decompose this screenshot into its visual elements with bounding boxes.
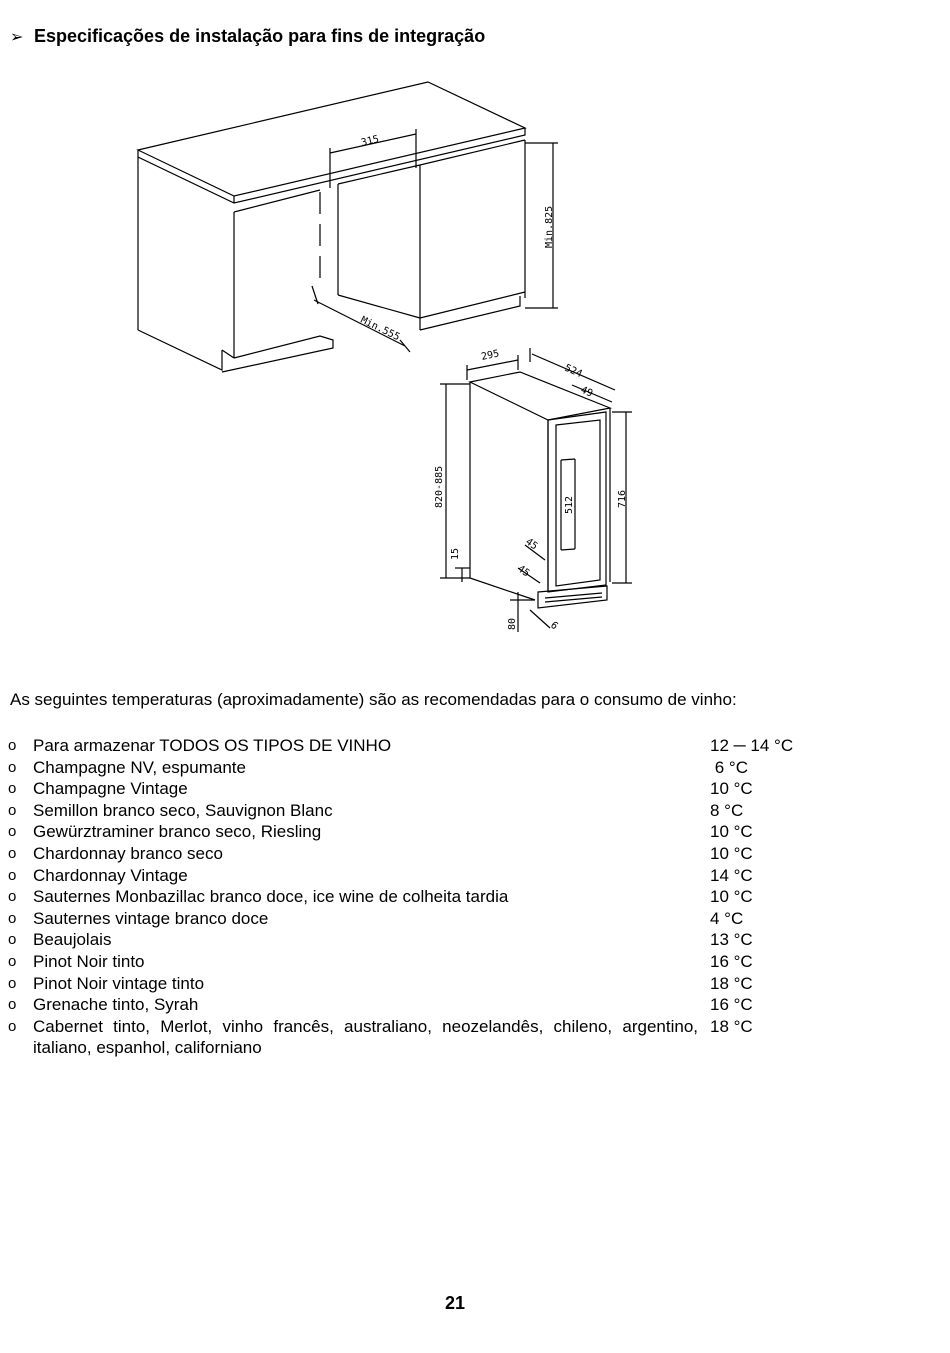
wine-temperature-list — [8, 735, 808, 1059]
wine-temperature: 4 °C — [710, 908, 744, 928]
dim-820-885: 820-885 — [434, 465, 445, 508]
wine-list-item — [8, 757, 808, 779]
wine-label: Para armazenar TODOS OS TIPOS DE VINHO — [33, 736, 392, 755]
list-bullet-icon: o — [8, 780, 17, 798]
wine-list-item — [8, 865, 808, 887]
arrow-bullet-icon: ➢ — [10, 28, 24, 46]
dim-45-lower: 45 — [515, 563, 532, 580]
wine-label: Champagne NV, espumante — [33, 757, 246, 777]
wine-list-item — [8, 886, 808, 908]
wine-label: Sauternes vintage branco doce — [33, 908, 269, 928]
list-bullet-icon: o — [8, 823, 17, 841]
list-bullet-icon: o — [8, 909, 17, 927]
wine-label: Champagne Vintage — [33, 779, 188, 799]
wine-list-item — [8, 735, 808, 757]
list-bullet-icon: o — [8, 996, 17, 1014]
wine-label: Chardonnay branco seco — [33, 843, 223, 863]
dim-6: 6 — [548, 619, 560, 633]
wine-temperature: 8 °C — [710, 800, 744, 820]
wine-label: Pinot Noir tinto — [33, 951, 145, 971]
wine-temperature: 10 °C — [710, 843, 753, 863]
section-heading — [10, 26, 485, 47]
dim-min-825: Min.825 — [544, 205, 555, 248]
dim-15: 15 — [450, 547, 461, 560]
dim-512: 512 — [564, 495, 575, 514]
list-bullet-icon: o — [8, 952, 17, 970]
wine-label: Semillon branco seco, Sauvignon Blanc — [33, 800, 333, 820]
wine-list-item — [8, 1016, 808, 1059]
list-bullet-icon: o — [8, 758, 17, 776]
dim-min-555: Min.555 — [358, 314, 402, 344]
list-bullet-icon: o — [8, 931, 17, 949]
wine-temperature: 16 °C — [710, 995, 753, 1015]
wine-list-item — [8, 951, 808, 973]
section-heading-text: Especificações de instalação para fins de integração — [34, 26, 486, 46]
wine-temperature: 18 °C — [710, 973, 753, 993]
wine-temperature: 10 °C — [710, 887, 753, 907]
list-bullet-icon: o — [8, 866, 17, 884]
dim-524: 524 — [562, 362, 584, 381]
wine-list-item — [8, 800, 808, 822]
wine-label: Cabernet tinto, Merlot, vinho francês, australiano, neozelandês, chileno, argentino, italiano, espanhol, californiano — [33, 1016, 698, 1058]
dim-315: 315 — [360, 133, 381, 149]
wine-label: Chardonnay Vintage — [33, 865, 188, 885]
wine-label: Sauternes Monbazillac branco doce, ice wine de colheita tardia — [33, 887, 509, 907]
wine-label: Pinot Noir vintage tinto — [33, 973, 205, 993]
wine-list-item — [8, 821, 808, 843]
list-bullet-icon: o — [8, 844, 17, 862]
wine-list-item — [8, 994, 808, 1016]
list-bullet-icon: o — [8, 1017, 17, 1035]
wine-list-item — [8, 929, 808, 951]
list-bullet-icon: o — [8, 974, 17, 992]
wine-temperature: 18 °C — [710, 1016, 753, 1036]
wine-list-item — [8, 778, 808, 800]
list-bullet-icon: o — [8, 737, 17, 754]
wine-list-item — [8, 973, 808, 995]
wine-temperature: 10 °C — [710, 822, 753, 842]
dim-80: 80 — [507, 617, 518, 630]
dim-49: 49 — [578, 384, 595, 400]
dim-716: 716 — [617, 489, 628, 508]
installation-diagram — [120, 70, 640, 640]
page-number: 21 — [444, 1293, 466, 1313]
dim-45-upper: 45 — [523, 536, 540, 553]
wine-label: Gewürztraminer branco seco, Riesling — [33, 822, 322, 842]
list-bullet-icon: o — [8, 801, 17, 819]
list-bullet-icon: o — [8, 888, 17, 906]
wine-label: Grenache tinto, Syrah — [33, 995, 199, 1015]
wine-list-item — [8, 843, 808, 865]
wine-temperature: 10 °C — [710, 779, 753, 799]
wine-label: Beaujolais — [33, 930, 112, 950]
wine-temperature: 13 °C — [710, 930, 753, 950]
wine-temperature: 14 °C — [710, 865, 753, 885]
dim-295: 295 — [480, 348, 501, 363]
wine-temperature: 12 ─ 14 °C — [710, 736, 794, 755]
wine-temperature: 16 °C — [710, 951, 753, 971]
wine-list-item — [8, 908, 808, 930]
intro-text: As seguintes temperaturas (aproximadamente) são as recomendadas para o consumo de vinho: — [10, 690, 737, 709]
counter-top — [138, 82, 525, 196]
wine-temperature: 6 °C — [710, 757, 748, 777]
